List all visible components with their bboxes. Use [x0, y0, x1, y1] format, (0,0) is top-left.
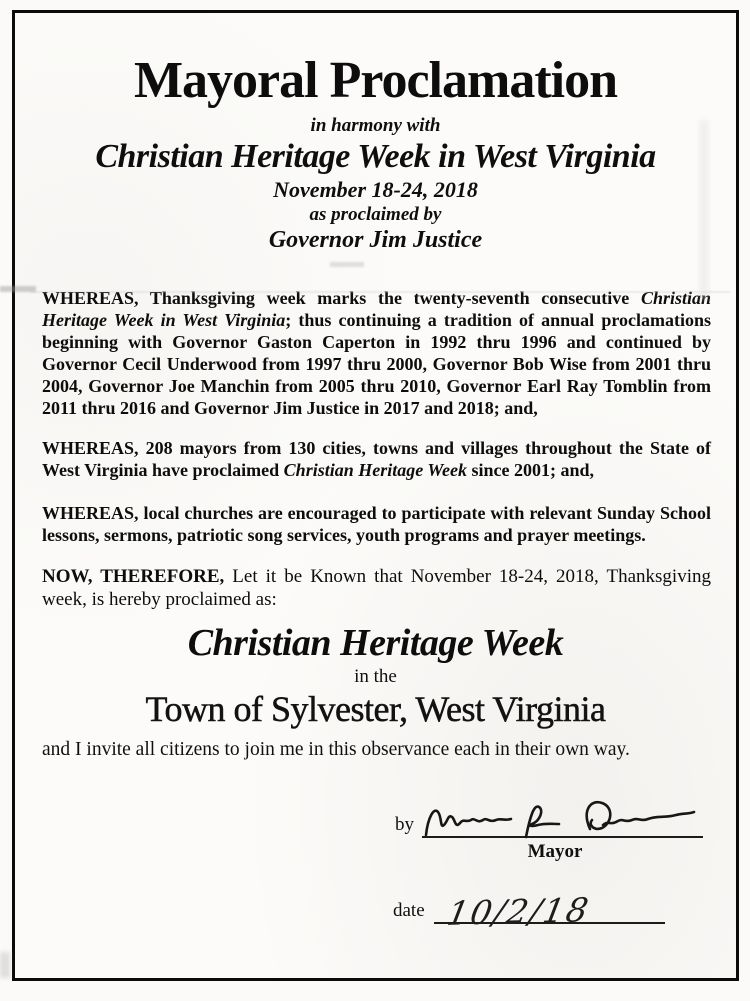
- date-label: date: [393, 900, 425, 921]
- date-row: [393, 888, 665, 933]
- governor-name: Governor Jim Justice: [268, 227, 483, 253]
- proclaimed-by-label: as proclaimed by: [309, 204, 442, 225]
- handwritten-date-value: 10/2/18: [443, 890, 593, 933]
- signature-line: [422, 796, 703, 838]
- heritage-week-heading: Christian Heritage Week: [187, 622, 564, 664]
- whereas-clauses: [42, 287, 711, 629]
- location-preposition: in the: [354, 666, 397, 687]
- whereas-paragraph-3: WHEREAS, local churches are encouraged to participate with relevant Sunday School lessons, sermons, patriotic song services, youth programs and prayer meetings.: [42, 503, 711, 545]
- mayor-signature: [420, 791, 696, 843]
- town-name: Town of Sylvester, West Virginia: [145, 689, 606, 729]
- proclamation-center-block: [15, 621, 736, 762]
- proclamation-title: Mayoral Proclamation: [133, 52, 618, 109]
- mayor-role-label: Mayor: [527, 841, 583, 862]
- document-border: [12, 10, 739, 981]
- therefore-paragraph: NOW, THEREFORE, Let it be Known that November 18-24, 2018, Thanksgiving week, is hereby proclaimed as:: [42, 566, 711, 610]
- whereas-paragraph-2: WHEREAS, 208 mayors from 130 cities, towns and villages throughout the State of West Virginia have proclaimed Christian Heritage Week since 2001; and,: [42, 438, 711, 480]
- signature-row: [395, 798, 703, 838]
- invitation-text: and I invite all citizens to join me in this observance each in their own way.: [42, 739, 630, 760]
- scan-artifact-edge-mark: [0, 952, 10, 978]
- heritage-week-program-title: Christian Heritage Week in West Virginia: [95, 138, 656, 175]
- date-line: [434, 886, 665, 933]
- harmony-tagline: in harmony with: [310, 115, 441, 136]
- event-date-range: November 18-24, 2018: [273, 177, 478, 202]
- whereas-paragraph-1: WHEREAS, Thanksgiving week marks the twenty-seventh consecutive Christian Heritage Week in West Virginia; thus continuing a tradition of annual proclamations beginning with Governor Gaston Caperton in 1992 thru 1996 and continued by Governor Cecil Underwood from 1997 thru 2000, Governor Bob Wise from 2001 thru 2004, Governor Joe Manchin from 2005 thru 2010, Governor Earl Ray Tomblin from 2011 thru 2016 and Governor Jim Justice in 2017 and 2018; and,: [42, 288, 711, 418]
- title-block: [15, 51, 736, 255]
- by-label: by: [395, 814, 414, 835]
